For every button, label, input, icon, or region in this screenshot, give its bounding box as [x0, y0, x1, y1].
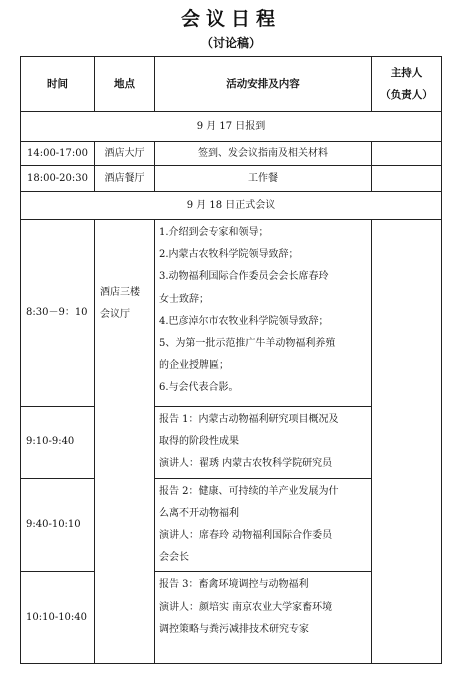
- opening-time: 8:30－9：10: [21, 220, 95, 407]
- activity-line: 3.动物福利国际合作委员会会长席春玲: [159, 271, 329, 283]
- activity-line: 么离不开动物福利: [159, 507, 239, 519]
- report-activity: [155, 572, 372, 664]
- report-time: 10:10-10:40: [21, 572, 95, 664]
- activity-line: 的企业授牌匾；: [159, 360, 229, 372]
- schedule-table: [20, 56, 442, 664]
- header-host-line2: （负责人）: [380, 89, 433, 101]
- header-location: 地点: [95, 57, 155, 112]
- activity-line: 报告 1：内蒙古动物福利研究项目概况及: [159, 414, 339, 425]
- table-row: [21, 142, 442, 166]
- location-line: 会议厅: [100, 309, 130, 320]
- day2-section-row: [21, 192, 442, 220]
- activity-line: 取得的阶段性成果: [159, 436, 239, 448]
- day1-label: 9 月 17 日报到: [21, 112, 442, 142]
- activity-line: 会会长: [159, 552, 189, 564]
- row-activity: 签到、发会议指南及相关材料: [155, 142, 372, 166]
- activity-line: 2.内蒙古农牧科学院领导致辞；: [159, 249, 299, 261]
- header-host: [372, 57, 442, 112]
- report-time: 9:10-9:40: [21, 407, 95, 479]
- location-line: 酒店三楼: [100, 287, 140, 298]
- opening-host: [372, 220, 442, 664]
- report-time: 9:40-10:10: [21, 478, 95, 572]
- row-activity: 工作餐: [155, 166, 372, 192]
- day2-label: 9 月 18 日正式会议: [21, 192, 442, 220]
- activity-line: 调控策略与粪污减排技术研究专家: [159, 623, 309, 635]
- header-row: [21, 57, 442, 112]
- row-location: 酒店大厅: [95, 142, 155, 166]
- activity-line: 报告 3：畜禽环境调控与动物福利: [159, 579, 309, 591]
- page-subtitle: （讨论稿）: [200, 36, 261, 50]
- opening-location: [95, 220, 155, 664]
- header-activity: 活动安排及内容: [155, 57, 372, 112]
- opening-activity: [155, 220, 372, 407]
- activity-line: 演讲人：颜培实 南京农业大学家畜环境: [159, 601, 333, 613]
- header-time: 时间: [21, 57, 95, 112]
- activity-line: 5、为第一批示范推广牛羊动物福利养殖: [159, 338, 336, 350]
- row-time: 14:00-17:00: [21, 142, 95, 166]
- row-time: 18:00-20:30: [21, 166, 95, 192]
- activity-line: 1.介绍到会专家和领导；: [159, 227, 269, 238]
- activity-line: 女士致辞；: [159, 293, 209, 305]
- row-host: [372, 166, 442, 192]
- activity-line: 6.与会代表合影。: [159, 382, 239, 394]
- opening-row: [21, 220, 442, 407]
- activity-line: 报告 2：健康、可持续的羊产业发展为什: [159, 485, 339, 497]
- row-location: 酒店餐厅: [95, 166, 155, 192]
- activity-line: 4.巴彦淖尔市农牧业科学院领导致辞；: [159, 315, 329, 327]
- row-host: [372, 142, 442, 166]
- report-activity: [155, 407, 372, 479]
- page-title: 会议日程: [180, 8, 281, 30]
- report-activity: [155, 478, 372, 572]
- table-row: [21, 166, 442, 192]
- day1-section-row: [21, 112, 442, 142]
- activity-line: 演讲人：席春玲 动物福利国际合作委员: [159, 530, 333, 542]
- activity-line: 演讲人：翟琇 内蒙古农牧科学院研究员: [159, 458, 333, 470]
- header-host-line1: 主持人: [390, 67, 423, 79]
